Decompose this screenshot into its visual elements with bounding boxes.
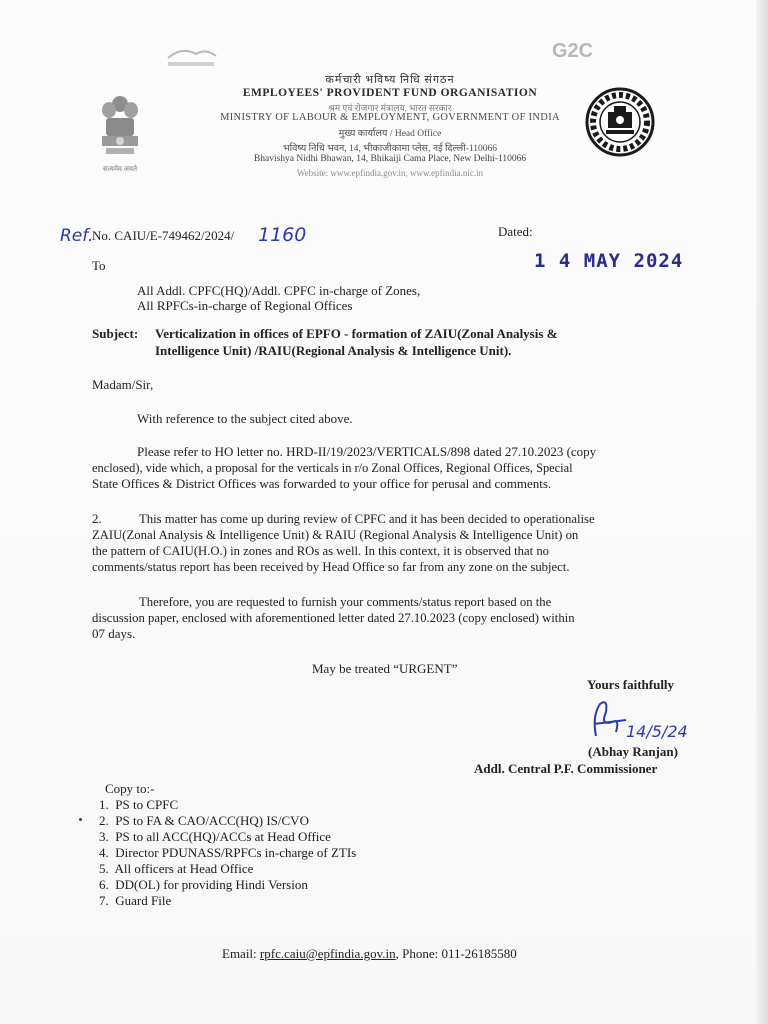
paragraph-1: With reference to the subject cited above. — [137, 411, 353, 426]
paragraph-3-line-3: the pattern of CAIU(H.O.) in zones and ROs as well. In this context, it is observed that no — [92, 544, 550, 558]
bullet-dot-mark — [79, 818, 82, 821]
emblem-caption: सत्यमेव जयते — [103, 165, 137, 173]
recipient-line-2: All RPFCs-in-charge of Regional Offices — [137, 298, 353, 313]
letterhead-address: Bhavishya Nidhi Bhawan, 14, Bhikaiji Cama Place, New Delhi-110066 — [253, 154, 527, 164]
azadi-logo — [162, 44, 222, 72]
copy-to-item: 2. PS to FA & CAO/ACC(HQ) IS/CVO — [99, 813, 309, 828]
paragraph-3-number: 2. — [92, 511, 102, 526]
subject-line-2: Intelligence Unit) /RAIU(Regional Analysis & Intelligence Unit). — [155, 343, 512, 358]
email-link[interactable]: rpfc.caiu@epfindia.gov.in — [259, 946, 396, 961]
to-label: To — [92, 258, 106, 273]
subject-line-1: Verticalization in offices of EPFO - formation of ZAIU(Zonal Analysis & — [155, 326, 558, 341]
dated-label: Dated: — [498, 224, 533, 239]
letterhead-org-name: EMPLOYEES' PROVIDENT FUND ORGANISATION — [242, 87, 538, 99]
paragraph-3-line-2: ZAIU(Zonal Analysis & Intelligence Unit) & RAIU (Regional Analysis & Intelligence Unit) on — [92, 528, 579, 542]
copy-to-label: Copy to:- — [105, 781, 155, 796]
copy-to-item: 7. Guard File — [99, 893, 172, 908]
email-label: Email: — [222, 946, 257, 961]
signatory-designation: Addl. Central P.F. Commissioner — [474, 761, 658, 776]
page-edge-shadow — [756, 0, 768, 1024]
national-emblem-icon — [96, 92, 144, 172]
reference-handwritten-number: 1160 — [258, 224, 307, 246]
g2c-logo — [552, 40, 593, 63]
copy-to-list — [99, 797, 499, 909]
letterhead-hindi-ministry: श्रम एवं रोजगार मंत्रालय, भारत सरकार — [328, 103, 452, 113]
paragraph-3-line-4: comments/status report has been received by Head Office so far from any zone on the subject. — [92, 560, 570, 574]
paragraph-4-line-1: Therefore, you are requested to furnish your comments/status report based on the — [139, 595, 552, 609]
subject-label: Subject: — [92, 326, 139, 341]
paragraph-3-line-1: This matter has come up during review of CPFC and it has been decided to operationalise — [139, 512, 595, 526]
letterhead-hindi-title: कर्मचारी भविष्य निधि संगठन — [325, 74, 455, 86]
copy-to-item: 6. DD(OL) for providing Hindi Version — [99, 877, 308, 892]
signature-date: 14/5/24 — [626, 722, 688, 741]
copy-to-item: 3. PS to all ACC(HQ)/ACCs at Head Office — [99, 829, 331, 844]
paragraph-2-line-2: enclosed), vide which, a proposal for the verticals in r/o Zonal Offices, Regional Offices, Special — [92, 461, 573, 475]
footer-contact — [222, 946, 517, 962]
salutation: Madam/Sir, — [92, 377, 154, 392]
closing-text: Yours faithfully — [587, 677, 675, 692]
date-stamp: 1 4 MAY 2024 — [534, 250, 684, 272]
paragraph-2-line-1: Please refer to HO letter no. HRD-II/19/2023/VERTICALS/898 dated 27.10.2023 (copy — [137, 444, 597, 459]
copy-to-item: 1. PS to CPFC — [99, 797, 179, 812]
ref-prefix-handwritten: Ref. — [60, 226, 94, 246]
letterhead-office: मुख्य कार्यालय / Head Office — [338, 129, 442, 139]
letterhead-website: Website: www.epfindia.gov.in, www.epfindia.nic.in — [296, 168, 484, 178]
urgent-note: May be treated “URGENT” — [312, 661, 458, 676]
letterhead-hindi-address: भविष्य निधि भवन, 14, भीकाजीकामा प्लेस, नई दिल्ली-110066 — [282, 144, 498, 154]
recipient-line-1: All Addl. CPFC(HQ)/Addl. CPFC in-charge of Zones, — [137, 283, 421, 298]
reference-number: No. CAIU/E-749462/2024/ — [92, 228, 235, 243]
g2c-text: G2C — [552, 40, 594, 62]
letterhead-ministry: MINISTRY OF LABOUR & EMPLOYMENT, GOVERNMENT OF INDIA — [220, 112, 560, 123]
phone-text: , Phone: 011-26185580 — [395, 946, 517, 961]
copy-to-item: 4. Director PDUNASS/RPFCs in-charge of ZTIs — [99, 845, 357, 860]
signatory-name: (Abhay Ranjan) — [588, 744, 678, 759]
copy-to-item: 5. All officers at Head Office — [99, 861, 254, 876]
paragraph-4-line-3: 07 days. — [92, 626, 136, 641]
paragraph-2-line-3: State Offices & District Offices was forwarded to your office for perusal and comments. — [92, 476, 552, 491]
paragraph-4-line-2: discussion paper, enclosed with aforementioned letter dated 27.10.2023 (copy enclosed) within — [92, 611, 575, 625]
